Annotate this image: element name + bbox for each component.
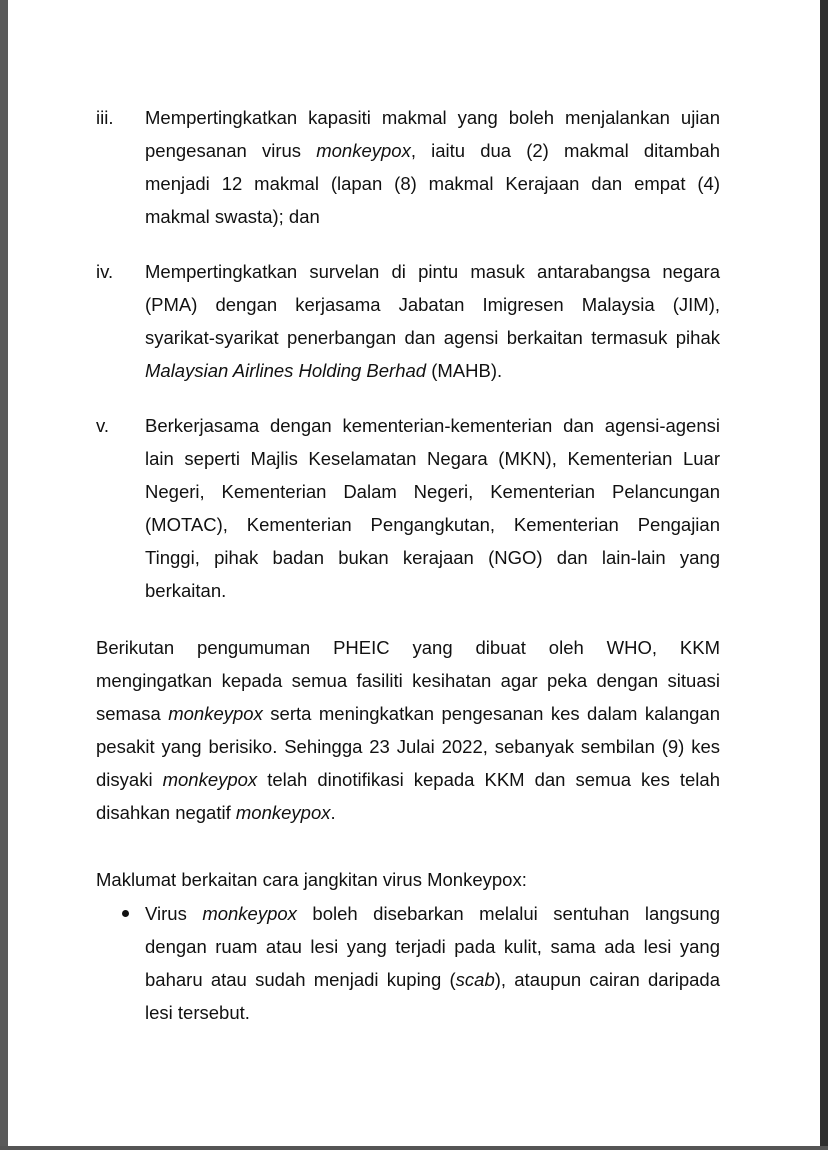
italic-term: monkeypox: [162, 769, 258, 790]
text-line: lesi tersebut.: [145, 1002, 250, 1023]
text-line: Mempertingkatkan kapasiti makmal yang boleh menjalankan ujian: [145, 107, 720, 128]
text-line: (MOTAC), Kementerian Pengangkutan, Kementerian Pengajian: [145, 514, 720, 535]
page-bottom-edge: [0, 1146, 828, 1150]
list-item-text: [145, 101, 720, 233]
list-number: iv.: [96, 261, 114, 282]
bullet-text: [145, 897, 720, 1029]
info-heading: Maklumat berkaitan cara jangkitan virus Monkeypox:: [96, 869, 527, 890]
text-line: menjadi 12 makmal (lapan (8) makmal Kerajaan dan empat (4): [145, 173, 720, 194]
bullet-icon: [122, 910, 129, 917]
list-number: v.: [96, 415, 110, 436]
page-left-edge: [0, 0, 8, 1150]
text-line: mengingatkan kepada semua fasiliti kesihatan agar peka dengan situasi: [96, 670, 720, 691]
text-line: syarikat-syarikat penerbangan dan agensi berkaitan termasuk pihak: [145, 327, 720, 348]
text-line: semasa monkeypox serta meningkatkan pengesanan kes dalam kalangan: [96, 703, 720, 724]
text-line: dengan ruam atau lesi yang terjadi pada kulit, sama ada lesi yang: [145, 936, 720, 957]
italic-term: monkeypox: [168, 703, 263, 724]
italic-term: monkeypox: [202, 903, 297, 924]
text-line: (PMA) dengan kerjasama Jabatan Imigresen Malaysia (JIM),: [145, 294, 720, 315]
italic-term: monkeypox: [316, 140, 411, 161]
italic-term: scab: [455, 969, 495, 990]
text-line: disahkan negatif monkeypox.: [96, 802, 336, 823]
body-paragraph: [96, 631, 720, 829]
text-line: Tinggi, pihak badan bukan kerajaan (NGO) dan lain-lain yang: [145, 547, 720, 568]
text-line: makmal swasta); dan: [145, 206, 320, 227]
text-line: Virus monkeypox boleh disebarkan melalui sentuhan langsung: [145, 903, 720, 924]
text-line: pengesanan virus monkeypox, iaitu dua (2) makmal ditambah: [145, 140, 720, 161]
text-line: Negeri, Kementerian Dalam Negeri, Kementerian Pelancungan: [145, 481, 720, 502]
text-line: Berikutan pengumuman PHEIC yang dibuat oleh WHO, KKM: [96, 637, 720, 658]
list-item-text: [145, 409, 720, 607]
text-line: pesakit yang berisiko. Sehingga 23 Julai 2022, sebanyak sembilan (9) kes: [96, 736, 720, 757]
text-line: Berkerjasama dengan kementerian-kementerian dan agensi-agensi: [145, 415, 720, 436]
text-line: Mempertingkatkan survelan di pintu masuk antarabangsa negara: [145, 261, 720, 282]
italic-term: monkeypox: [235, 802, 331, 823]
text-line: disyaki monkeypox telah dinotifikasi kepada KKM dan semua kes telah: [96, 769, 720, 790]
text-line: berkaitan.: [145, 580, 227, 601]
page-right-edge: [820, 0, 828, 1150]
text-line: lain seperti Majlis Keselamatan Negara (MKN), Kementerian Luar: [145, 448, 720, 469]
list-number: iii.: [96, 107, 114, 128]
italic-term: Malaysian Airlines Holding Berhad: [145, 360, 427, 381]
text-line: Malaysian Airlines Holding Berhad (MAHB).: [145, 360, 503, 381]
text-line: baharu atau sudah menjadi kuping (scab), ataupun cairan daripada: [145, 969, 720, 990]
list-item-text: [145, 255, 720, 387]
